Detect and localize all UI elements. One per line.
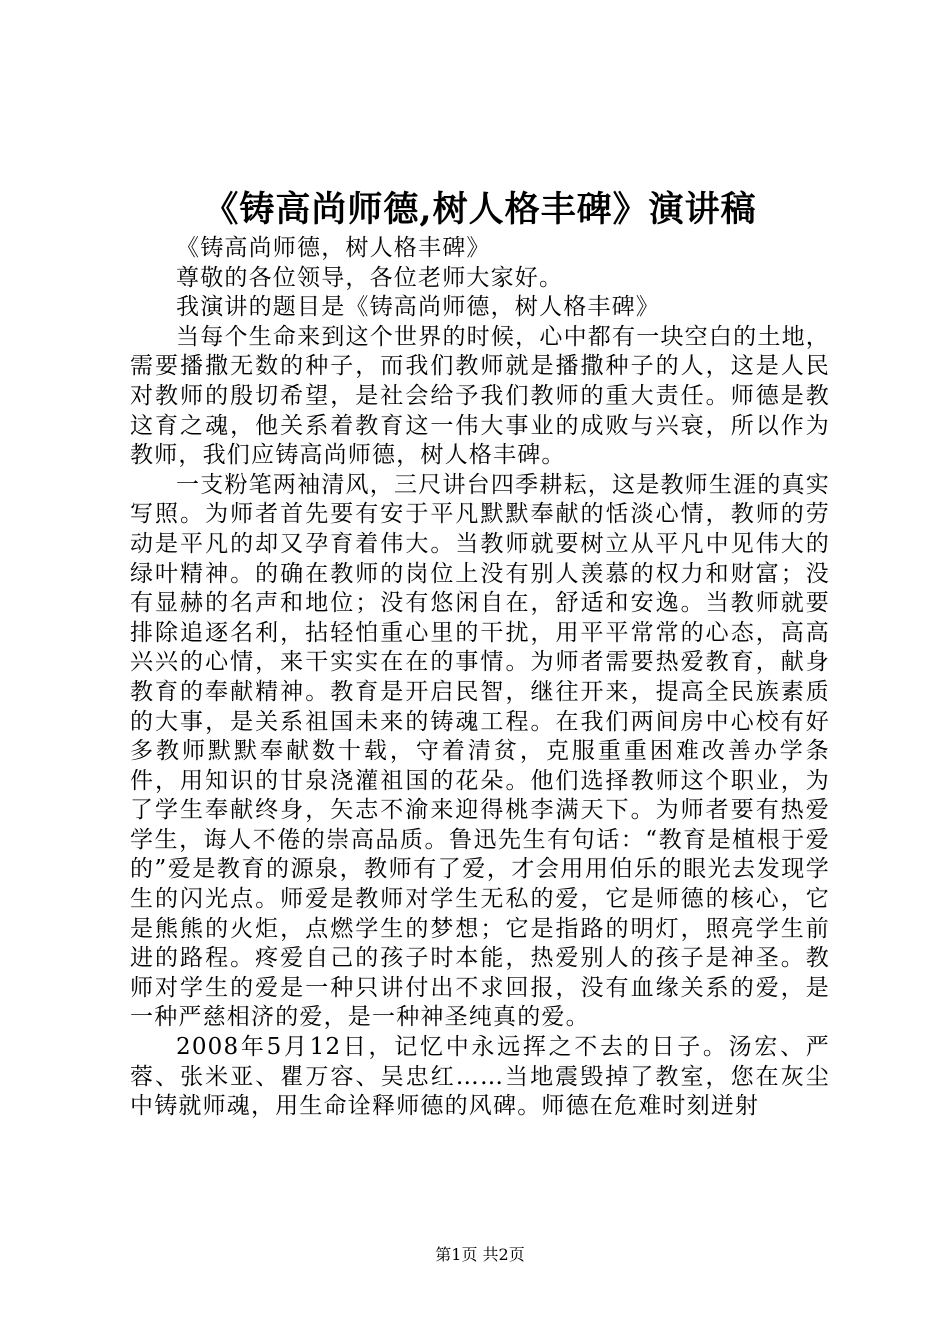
- page-footer: 第1页 共2页: [435, 1245, 525, 1264]
- body-paragraph: 2008年5月12日，记忆中永远挥之不去的日子。汤宏、严蓉、张米亚、瞿万容、吴忠红……当地震毁掉了教室，您在灰尘中铸就师魂，用生命诠释师德的风碑。师德在危难时刻迸射: [130, 1034, 830, 1120]
- topic-line: 我演讲的题目是《铸高尚师德，树人格丰碑》: [176, 294, 660, 321]
- document-body: [130, 234, 830, 1122]
- greeting-line: 尊敬的各位领导，各位老师大家好。: [176, 264, 564, 291]
- body-paragraph: 一支粉笔两袖清风，三尺讲台四季耕耘，这是教师生涯的真实写照。为师者首先要有安于平凡默默奉献的恬淡心情，教师的劳动是平凡的却又孕育着伟大。当教师就要树立从平凡中见伟大的绿叶精神。的确在教师的岗位上没有别人羡慕的权力和财富；没有显赫的名声和地位；没有悠闲自在，舒适和安逸。当教师就要排除追逐名利，拈轻怕重心里的干扰，用平平常常的心态，高高兴兴的心情，来干实实在在的事情。为师者需要热爱教育，献身教育的奉献精神。教育是开启民智，继往开来，提高全民族素质的大事，是关系祖国未来的铸魂工程。在我们两间房中心校有好多教师默默奉献数十载，守着清贫，克服重重困难改善办学条件，用知识的甘泉浇灌祖国的花朵。他们选择教师这个职业，为了学生奉献终身，矢志不渝来迎得桃李满天下。为师者要有热爱学生，诲人不倦的崇高品质。鲁迅先生有句话：“教育是植根于爱的”爱是教育的源泉，教师有了爱，才会用用伯乐的眼光去发现学生的闪光点。师爱是教师对学生无私的爱，它是师德的核心，它是熊熊的火炬，点燃学生的梦想；它是指路的明灯，照亮学生前进的路程。疼爱自己的孩子时本能，热爱别人的孩子是神圣。教师对学生的爱是一种只讲付出不求回报，没有血缘关系的爱，是一种严慈相济的爱，是一种神圣纯真的爱。: [130, 471, 830, 1031]
- body-paragraph: 当每个生命来到这个世界的时候，心中都有一块空白的土地，需要播撒无数的种子，而我们教师就是播撒种子的人，这是人民对教师的殷切希望，是社会给予我们教师的重大责任。师德是教这育之魂，他关系着教育这一伟大事业的成败与兴衰，所以作为教师，我们应铸高尚师德，树人格丰碑。: [130, 323, 830, 469]
- document-title: 《铸高尚师德,树人格丰碑》演讲稿: [203, 189, 757, 230]
- subtitle-line: 《铸高尚师德，树人格丰碑》: [176, 235, 491, 261]
